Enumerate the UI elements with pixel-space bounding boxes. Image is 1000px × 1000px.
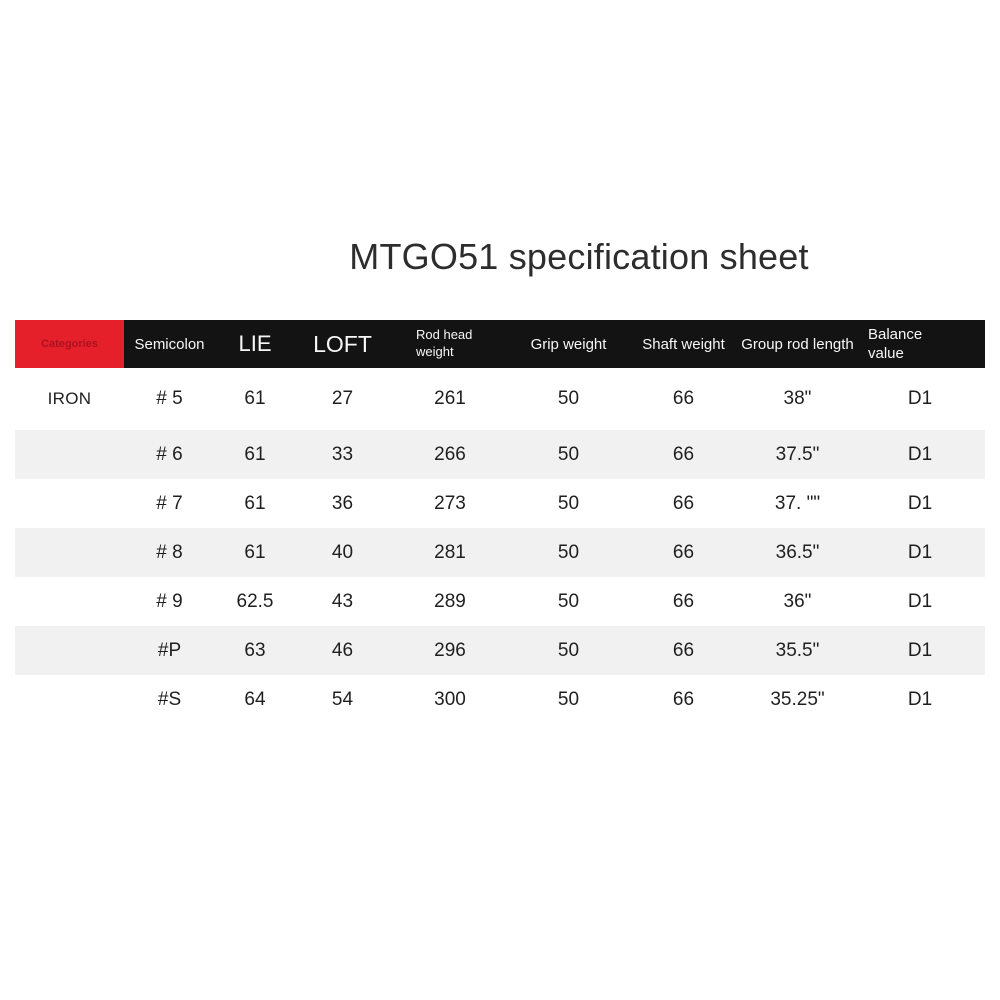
table-cell: 61: [244, 443, 266, 465]
table-cell: #S: [157, 688, 182, 710]
table-cell: D1: [907, 443, 933, 465]
table-cell: 273: [434, 492, 466, 514]
table-cell: 37.5": [775, 443, 820, 465]
table-row: [15, 528, 985, 577]
table-cell: D1: [907, 492, 933, 514]
table-cell: [15, 577, 124, 626]
table-cell: 66: [672, 590, 695, 612]
table-cell: 50: [557, 388, 580, 409]
header-balance-value: [855, 320, 985, 368]
table-cell: 62.5: [236, 590, 274, 612]
table-cell: 50: [557, 688, 580, 710]
table-header-row: [15, 320, 985, 368]
table-row: [15, 479, 985, 528]
table-cell: 43: [331, 590, 354, 612]
header-rod-head-weight-label: Rod head weight: [416, 327, 473, 359]
table-cell: 289: [434, 590, 466, 612]
table-cell: 66: [672, 639, 695, 661]
table-cell: D1: [907, 590, 933, 612]
table-row: [15, 675, 985, 724]
table-cell: 61: [244, 388, 266, 409]
table-row: [15, 368, 985, 430]
table-cell: 261: [434, 388, 466, 409]
table-cell: 50: [557, 492, 580, 514]
table-cell: D1: [907, 688, 933, 710]
header-semicolon: Semicolon: [134, 335, 205, 353]
table-cell: 66: [672, 688, 695, 710]
table-cell: 50: [557, 541, 580, 563]
table-cell: # 6: [156, 443, 183, 465]
table-cell: 27: [331, 388, 354, 409]
table-cell: 33: [331, 443, 354, 465]
table-cell: D1: [907, 388, 933, 409]
header-categories: Categories: [15, 320, 124, 368]
spec-table: [15, 320, 985, 724]
table-cell: [15, 528, 124, 577]
table-row: [15, 430, 985, 479]
table-cell: D1: [907, 541, 933, 563]
table-cell: 66: [672, 388, 695, 409]
table-cell: 36": [783, 590, 812, 612]
table-cell: 61: [244, 492, 266, 514]
table-row: [15, 626, 985, 675]
table-cell: 35.25": [770, 688, 825, 710]
table-body: [15, 368, 985, 724]
header-rod-head-weight: [390, 320, 510, 368]
table-cell: 63: [244, 639, 266, 661]
page-title: MTGO51 specification sheet: [349, 236, 809, 277]
table-cell: 54: [331, 688, 354, 710]
table-cell: 50: [557, 590, 580, 612]
table-cell: 37. "": [774, 492, 821, 514]
table-cell: # 5: [156, 388, 183, 409]
table-row: [15, 577, 985, 626]
header-lie: LIE: [238, 331, 272, 356]
table-cell: 40: [331, 541, 354, 563]
table-cell: 66: [672, 541, 695, 563]
table-cell: 38": [783, 388, 812, 409]
table-cell: # 9: [156, 590, 183, 612]
table-cell: IRON: [47, 389, 92, 408]
table-cell: # 8: [156, 541, 183, 563]
table-cell: [15, 675, 124, 724]
table-cell: D1: [907, 639, 933, 661]
table-cell: # 7: [156, 492, 183, 514]
table-cell: 36.5": [775, 541, 820, 563]
table-cell: 281: [434, 541, 466, 563]
table-cell: 36: [331, 492, 354, 514]
header-grip-weight: Grip weight: [530, 335, 607, 353]
table-cell: 35.5": [775, 639, 820, 661]
header-loft: LOFT: [313, 330, 372, 357]
table-cell: 296: [434, 639, 466, 661]
table-cell: 61: [244, 541, 266, 563]
table-cell: #P: [157, 639, 182, 661]
table-cell: 66: [672, 492, 695, 514]
table-cell: [15, 626, 124, 675]
table-cell: [15, 479, 124, 528]
table-cell: 300: [434, 688, 466, 710]
header-group-rod-length: Group rod length: [741, 335, 854, 353]
table-cell: 66: [672, 443, 695, 465]
header-balance-value-label: Balance value: [868, 325, 923, 362]
table-cell: 50: [557, 443, 580, 465]
table-cell: 46: [331, 639, 354, 661]
table-cell: 50: [557, 639, 580, 661]
table-cell: [15, 430, 124, 479]
table-cell: 64: [244, 688, 266, 710]
header-shaft-weight: Shaft weight: [642, 335, 725, 353]
table-cell: 266: [434, 443, 466, 465]
